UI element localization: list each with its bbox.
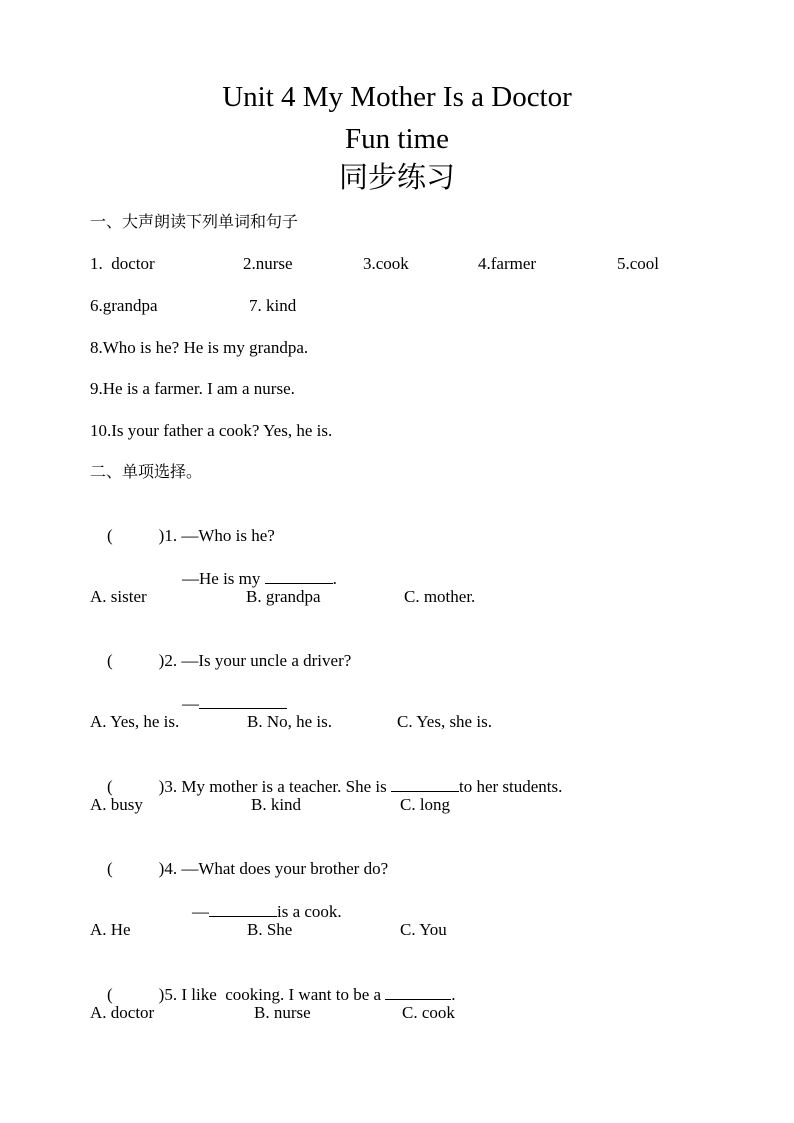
word-item: 2.nurse — [243, 254, 293, 273]
question-prompt: —Who is he? — [181, 526, 275, 545]
option-a: A. busy — [90, 795, 143, 814]
sentence-item: 9.He is a farmer. I am a nurse. — [90, 379, 295, 398]
question-2-answer-line: — — [165, 670, 287, 737]
option-c: C. Yes, she is. — [397, 712, 492, 731]
question-3: ( )3. My mother is a teacher. She is to her students. — [107, 777, 563, 796]
option-c: C. You — [400, 920, 447, 939]
option-a: A. sister — [90, 587, 147, 606]
question-4-answer-line: — is a cook. — [192, 902, 342, 921]
option-b: B. She — [247, 920, 293, 939]
title-unit: Unit 4 My Mother Is a Doctor — [222, 81, 572, 113]
word-item: 4.farmer — [478, 254, 537, 273]
word-item: 1. doctor — [90, 254, 155, 273]
answer-paren-open: ( — [107, 985, 113, 1004]
option-b: B. No, he is. — [247, 712, 332, 731]
option-c: C. mother. — [404, 587, 476, 606]
fill-blank[interactable] — [265, 567, 333, 584]
question-prompt: —Is your uncle a driver? — [181, 651, 352, 670]
fill-blank[interactable] — [391, 775, 459, 792]
question-number: )5. — [158, 985, 178, 1004]
word-item: 5.cool — [617, 254, 660, 273]
option-b: B. nurse — [254, 1003, 311, 1022]
sentence-item: 10.Is your father a cook? Yes, he is. — [90, 421, 333, 440]
option-b: B. grandpa — [246, 587, 321, 606]
question-5: ( )5. I like cooking. I want to be a . — [107, 985, 456, 1004]
question-1-answer-line: —He is my . — [182, 569, 337, 588]
option-c: C. cook — [402, 1003, 455, 1022]
word-item: 7. kind — [249, 296, 297, 315]
answer-paren-open: ( — [107, 859, 113, 878]
title-practice: 同步练习 — [338, 160, 455, 194]
option-a: A. He — [90, 920, 131, 939]
answer-paren-open: ( — [107, 526, 113, 545]
answer-paren-open: ( — [107, 651, 113, 670]
question-number: )1. — [158, 526, 178, 545]
question-number: )3. — [158, 777, 178, 796]
title-lesson: Fun time — [345, 123, 449, 155]
word-item: 3.cook — [363, 254, 409, 273]
fill-blank[interactable] — [209, 900, 277, 917]
option-c: C. long — [400, 795, 451, 814]
section2-heading: 二、单项选择。 — [90, 462, 203, 481]
option-a: A. doctor — [90, 1003, 155, 1022]
fill-blank[interactable] — [199, 692, 287, 709]
answer-paren-open: ( — [107, 777, 113, 796]
section1-heading: 一、大声朗读下列单词和句子 — [90, 212, 299, 231]
option-a: A. Yes, he is. — [90, 712, 180, 731]
option-b: B. kind — [251, 795, 302, 814]
fill-blank[interactable] — [385, 983, 451, 1000]
question-number: )2. — [158, 651, 178, 670]
question-prompt: —What does your brother do? — [181, 859, 389, 878]
question-number: )4. — [158, 859, 178, 878]
sentence-item: 8.Who is he? He is my grandpa. — [90, 338, 309, 357]
word-item: 6.grandpa — [90, 296, 158, 315]
